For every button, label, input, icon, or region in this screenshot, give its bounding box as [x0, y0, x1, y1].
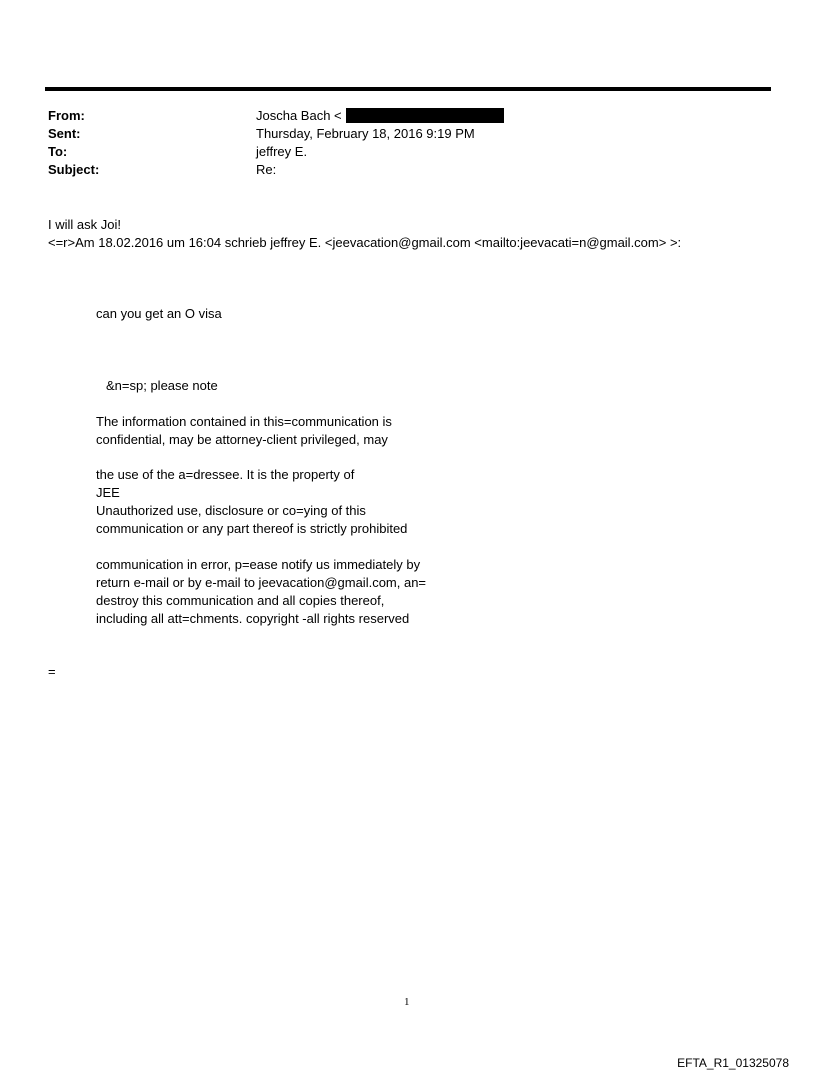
disclaimer-line: the use of the a=dressee. It is the property of: [96, 467, 355, 482]
sent-label: Sent:: [48, 126, 81, 141]
question-line: can you get an O visa: [96, 306, 222, 321]
redaction-box: [346, 108, 504, 123]
quote-header: <=r>Am 18.02.2016 um 16:04 schrieb jeffrey E. <jeevacation@gmail.com <mailto:jeevacati=n@gmail.com> >:: [48, 235, 682, 250]
disclaimer-line: return e-mail or by e-mail to jeevacation@gmail.com, an=: [96, 575, 427, 590]
bates-number: EFTA_R1_01325078: [677, 1056, 789, 1070]
from-label: From:: [48, 108, 85, 123]
disclaimer-line: The information contained in this=communication is: [96, 414, 392, 429]
to-value: jeffrey E.: [256, 144, 308, 159]
disclaimer-line: communication or any part thereof is strictly prohibited: [96, 521, 408, 536]
disclaimer-line: destroy this communication and all copies thereof,: [96, 593, 385, 608]
note-line: &n=sp; please note: [106, 378, 218, 393]
trailing-char: =: [48, 664, 56, 679]
disclaimer-line: JEE: [96, 485, 120, 500]
header-rule: [45, 87, 771, 91]
page-number: 1: [404, 996, 410, 1008]
disclaimer-line: including all att=chments. copyright -all rights reserved: [96, 611, 410, 626]
from-value-text: Joscha Bach <: [256, 108, 342, 123]
disclaimer-line: communication in error, p=ease notify us immediately by: [96, 557, 421, 572]
disclaimer-line: confidential, may be attorney-client privileged, may: [96, 432, 388, 447]
subject-label: Subject:: [48, 162, 100, 177]
from-value: [256, 108, 504, 123]
sent-value: Thursday, February 18, 2016 9:19 PM: [256, 126, 475, 141]
to-label: To:: [48, 144, 68, 159]
disclaimer-line: Unauthorized use, disclosure or co=ying of this: [96, 503, 366, 518]
reply-line: I will ask Joi!: [48, 217, 121, 232]
subject-value: Re:: [256, 162, 277, 177]
